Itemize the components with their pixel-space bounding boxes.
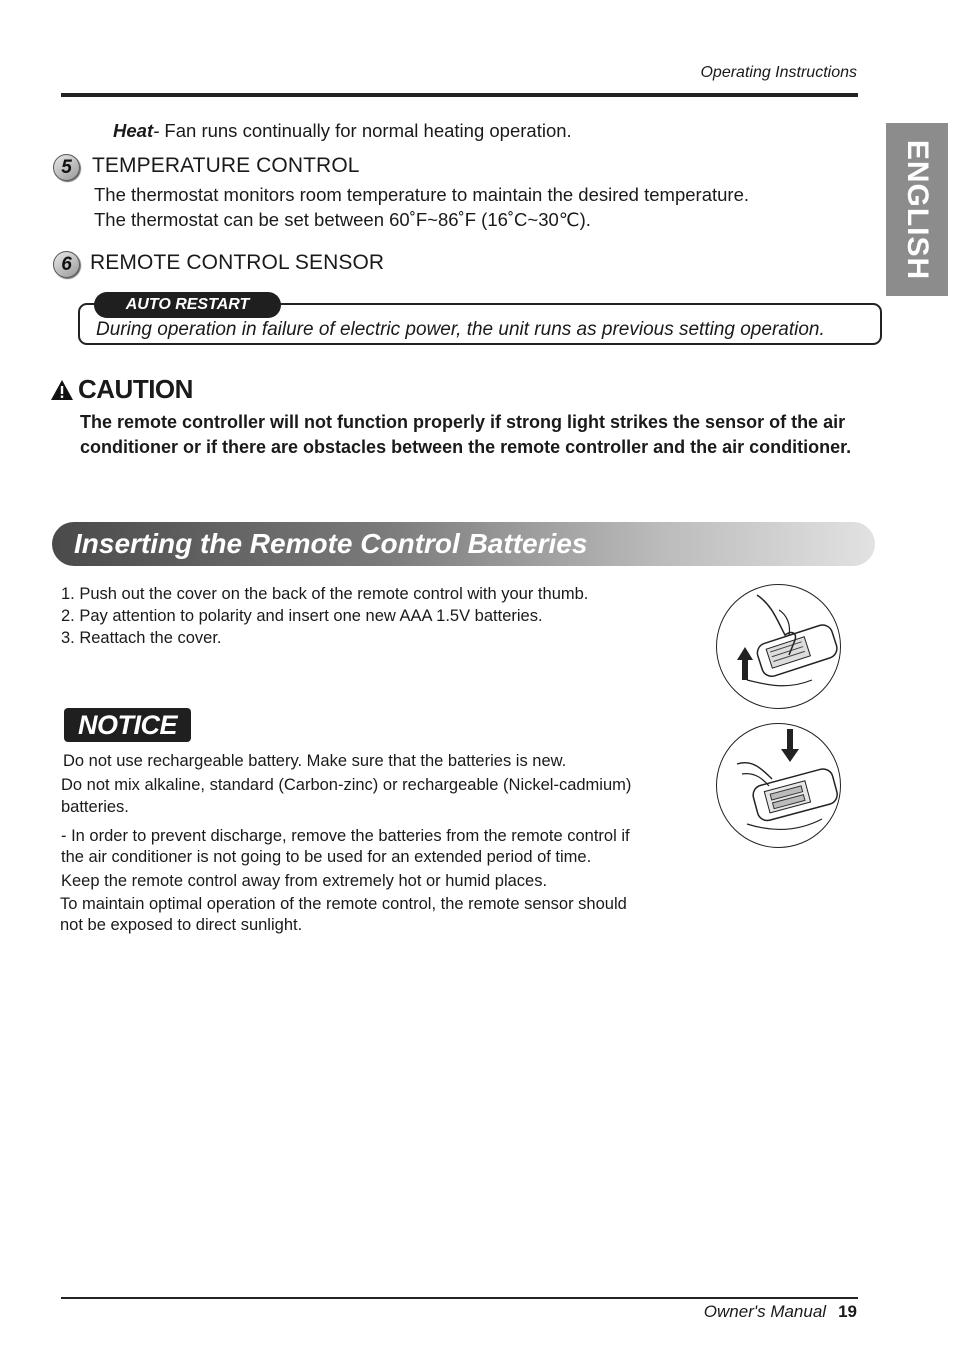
auto-restart-text: During operation in failure of electric power, the unit runs as previous setting operation. — [96, 319, 825, 340]
notice-line: To maintain optimal operation of the remote control, the remote sensor should — [60, 895, 627, 913]
caution-heading — [50, 374, 193, 405]
caution-title: CAUTION — [78, 374, 193, 404]
notice-line: Do not mix alkaline, standard (Carbon-zinc) or rechargeable (Nickel-cadmium) — [61, 776, 632, 794]
caution-line: The remote controller will not function properly if strong light strikes the sensor of the air — [80, 412, 846, 432]
section-number-badge: 5 — [53, 154, 80, 181]
list-item: 1. Push out the cover on the back of the remote control with your thumb. — [61, 585, 589, 603]
section-title-remote-sensor: REMOTE CONTROL SENSOR — [90, 251, 385, 274]
insert-battery-illustration — [716, 723, 841, 848]
running-header: Operating Instructions — [700, 64, 857, 81]
language-tab — [886, 123, 948, 296]
notice-tag — [64, 708, 191, 742]
list-item: 3. Reattach the cover. — [61, 629, 222, 647]
page-footer — [704, 1302, 857, 1322]
caution-text — [80, 410, 890, 460]
heat-mode-line — [113, 120, 572, 142]
hand-remote-icon — [717, 585, 840, 708]
page-number: 19 — [838, 1302, 857, 1321]
notice-line: not be exposed to direct sunlight. — [60, 916, 303, 934]
heat-description: Fan runs continually for normal heating operation. — [159, 120, 572, 141]
banner-title: Inserting the Remote Control Batteries — [74, 528, 588, 559]
temperature-text-2: The thermostat can be set between 60˚F~86˚F (16˚C~30℃). — [94, 209, 591, 230]
notice-line: batteries. — [61, 798, 129, 816]
heat-label: Heat — [113, 120, 154, 141]
auto-restart-tag: AUTO RESTART — [94, 292, 281, 318]
temperature-text-1: The thermostat monitors room temperature to maintain the desired temperature. — [94, 184, 749, 205]
heat-separator: - — [153, 120, 160, 141]
notice-line: Keep the remote control away from extremely hot or humid places. — [61, 872, 548, 890]
section-number-badge: 6 — [53, 251, 80, 278]
battery-steps-list — [61, 583, 588, 649]
notice-title: NOTICE — [77, 709, 177, 740]
notice-line: Do not use rechargeable battery. Make sure that the batteries is new. — [63, 752, 567, 770]
remove-cover-illustration — [716, 584, 841, 709]
section-title-temperature-control: TEMPERATURE CONTROL — [92, 154, 360, 177]
section-banner — [52, 522, 875, 566]
warning-triangle-icon — [50, 379, 74, 401]
caution-line: conditioner or if there are obstacles between the remote controller and the air conditioner. — [80, 437, 852, 457]
list-item: 2. Pay attention to polarity and insert one new AAA 1.5V batteries. — [61, 607, 543, 625]
footer-title: Owner's Manual — [703, 1302, 827, 1321]
language-tab-label: ENGLISH — [901, 139, 935, 280]
footer-rule — [61, 1297, 858, 1299]
header-rule — [61, 93, 858, 97]
notice-line: - In order to prevent discharge, remove the batteries from the remote control if — [61, 827, 630, 845]
notice-line: the air conditioner is not going to be used for an extended period of time. — [61, 848, 592, 866]
hand-battery-icon — [717, 724, 840, 847]
